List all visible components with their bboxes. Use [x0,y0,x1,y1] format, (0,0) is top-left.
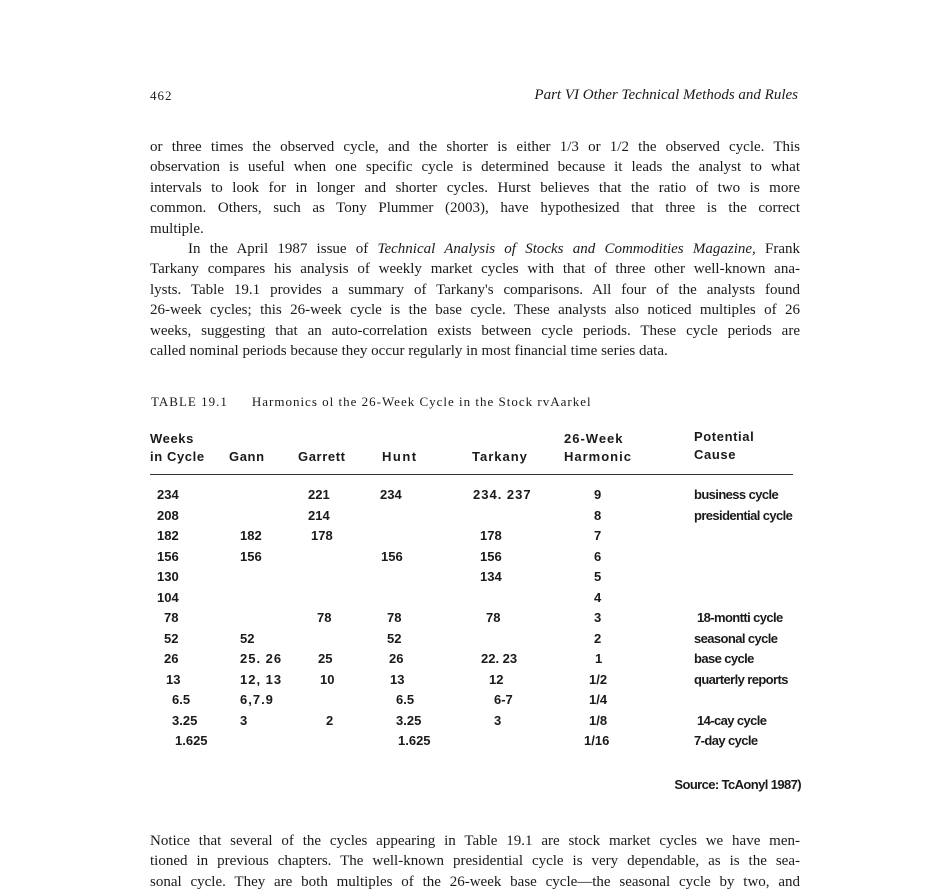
cell-cause: quarterly reports [694,671,788,687]
cell-gann: 6,7.9 [240,692,274,707]
paragraph-line: intervals to look for in longer and shorter cycles. Hurst believes that the ratio of two is more [150,179,800,196]
header-cause [694,428,754,464]
cell-tarkany: 3 [494,712,502,728]
table-caption [151,394,592,410]
cell-hunt: 6.5 [396,692,415,707]
cell-harmonic: 7 [594,528,602,543]
cell-weeks: 1.625 [175,733,208,748]
cell-tarkany: 78 [486,610,501,625]
table-label: TABLE 19.1 [151,394,228,409]
cell-hunt: 1.625 [398,733,431,748]
cell-hunt: 13 [390,671,405,687]
cell-gann: 156 [240,548,262,564]
cell-weeks: 78 [164,610,179,625]
cell-harmonic: 8 [594,507,602,523]
cell-weeks: 130 [157,569,179,584]
table-source: Source: TcAonyl 1987) [674,777,801,792]
paragraph-line: tioned in previous chapters. The well-known presidential cycle is very dependable, as is the sea- [150,853,800,870]
cell-harmonic: 3 [594,610,602,625]
cell-garrett: 214 [308,507,330,523]
table-rule [150,474,793,475]
cell-weeks: 52 [164,630,179,646]
cell-weeks: 13 [166,671,181,687]
cell-harmonic: 5 [594,569,602,584]
magazine-title: Technical Analysis of Stocks and Commodities Magazine, [377,241,756,257]
paragraph-line: or three times the observed cycle, and the shorter is either 1/3 or 1/2 the observed cycle. This [150,139,800,155]
header-line: Harmonic [564,449,632,464]
cell-gann: 52 [240,630,255,646]
cell-harmonic: 2 [594,630,602,646]
cell-hunt: 3.25 [396,712,422,728]
cell-weeks: 104 [157,589,179,605]
paragraph-1 [150,137,800,239]
cell-tarkany: 156 [480,548,502,564]
paragraph-line: multiple. [150,220,204,237]
header-line: Weeks [150,431,194,446]
running-head: Part VI Other Technical Methods and Rules [534,87,798,103]
header-line: 26-Week [564,431,624,446]
cell-tarkany: 12 [489,671,504,687]
paragraph-line [150,239,800,259]
header-line: Cause [694,447,737,462]
cell-garrett: 25 [318,651,333,666]
cell-harmonic: 1/8 [589,712,608,728]
header-garrett: Garrett [298,449,346,464]
cell-cause: 14-cay cycle [697,712,767,728]
cell-garrett: 10 [320,671,335,687]
cell-tarkany: 22. 23 [481,651,518,666]
cell-weeks: 156 [157,548,179,564]
paragraph-line: Notice that several of the cycles appearing in Table 19.1 are stock market cycles we have men- [150,833,800,849]
cell-harmonic: 1 [595,651,603,666]
paragraph-line: lysts. Table 19.1 provides a summary of Tarkany's comparisons. All four of the analysts found [150,281,800,298]
paragraph-line: 26-week cycles; this 26-week cycle is the base cycle. These analysts also noticed multiples of 26 [150,302,800,319]
cell-harmonic: 1/2 [589,671,608,687]
cell-gann: 182 [240,528,262,543]
header-line: in Cycle [150,449,205,464]
cell-weeks: 208 [157,507,179,523]
cell-tarkany: 6-7 [494,692,513,707]
cell-harmonic: 9 [594,487,602,502]
cell-hunt: 78 [387,610,402,625]
cell-hunt: 52 [387,630,402,646]
cell-harmonic: 1/4 [589,692,608,707]
paragraph-line: called nominal periods because they occur regularly in most financial time series data. [150,342,668,359]
header-line: Potential [694,429,755,444]
cell-garrett: 78 [317,610,332,625]
paragraph-2 [150,239,800,361]
cell-cause: 7-day cycle [694,733,758,748]
text-run: In the April 1987 issue of [188,241,369,257]
paragraph-line: weeks, suggesting that an auto-correlation exists between cycle periods. These cycle periods are [150,322,800,339]
header-weeks [150,430,205,466]
cell-weeks: 6.5 [172,692,191,707]
cell-garrett: 178 [311,528,333,543]
cell-cause: seasonal cycle [694,630,778,646]
cell-harmonic: 1/16 [584,733,610,748]
cell-hunt: 156 [381,548,403,564]
header-gann: Gann [229,449,265,464]
cell-gann: 25. 26 [240,651,283,666]
header-hunt: Hunt [382,449,418,464]
cell-hunt: 234 [380,487,402,502]
cell-weeks: 182 [157,528,179,543]
cell-gann: 12, 13 [240,671,283,687]
cell-cause: 18-montti cycle [697,610,783,625]
page-number: 462 [150,88,173,103]
table-title: Harmonics ol the 26-Week Cycle in the Stock rvAarkel [251,394,592,409]
header-tarkany: Tarkany [472,449,528,464]
cell-tarkany: 134 [480,569,502,584]
cell-weeks: 3.25 [172,712,198,728]
cell-cause: base cycle [694,651,754,666]
paragraph-line: observation is useful when one specific cycle is determined because it leads the analyst to what [150,159,800,176]
text-run: Frank [765,241,800,257]
cell-cause: business cycle [694,487,779,502]
cell-weeks: 26 [164,651,179,666]
cell-hunt: 26 [389,651,404,666]
cell-tarkany: 234. 237 [473,487,532,502]
cell-harmonic: 6 [594,548,602,564]
paragraph-line: Tarkany compares his analysis of weekly market cycles with that of three other well-known ana- [150,261,800,278]
header-harmonic [564,430,632,466]
cell-harmonic: 4 [594,589,602,605]
cell-weeks: 234 [157,487,179,502]
cell-tarkany: 178 [480,528,502,543]
cell-garrett: 221 [308,487,330,502]
paragraph-3 [150,831,800,892]
cell-gann: 3 [240,712,249,728]
cell-cause: presidential cycle [694,507,793,523]
paragraph-line: sonal cycle. They are both multiples of the 26-week base cycle—the seasonal cycle by two, and [150,873,800,890]
cell-garrett: 2 [326,712,334,728]
paragraph-line: common. Others, such as Tony Plummer (2003), have hypothesized that three is the correct [150,200,800,217]
